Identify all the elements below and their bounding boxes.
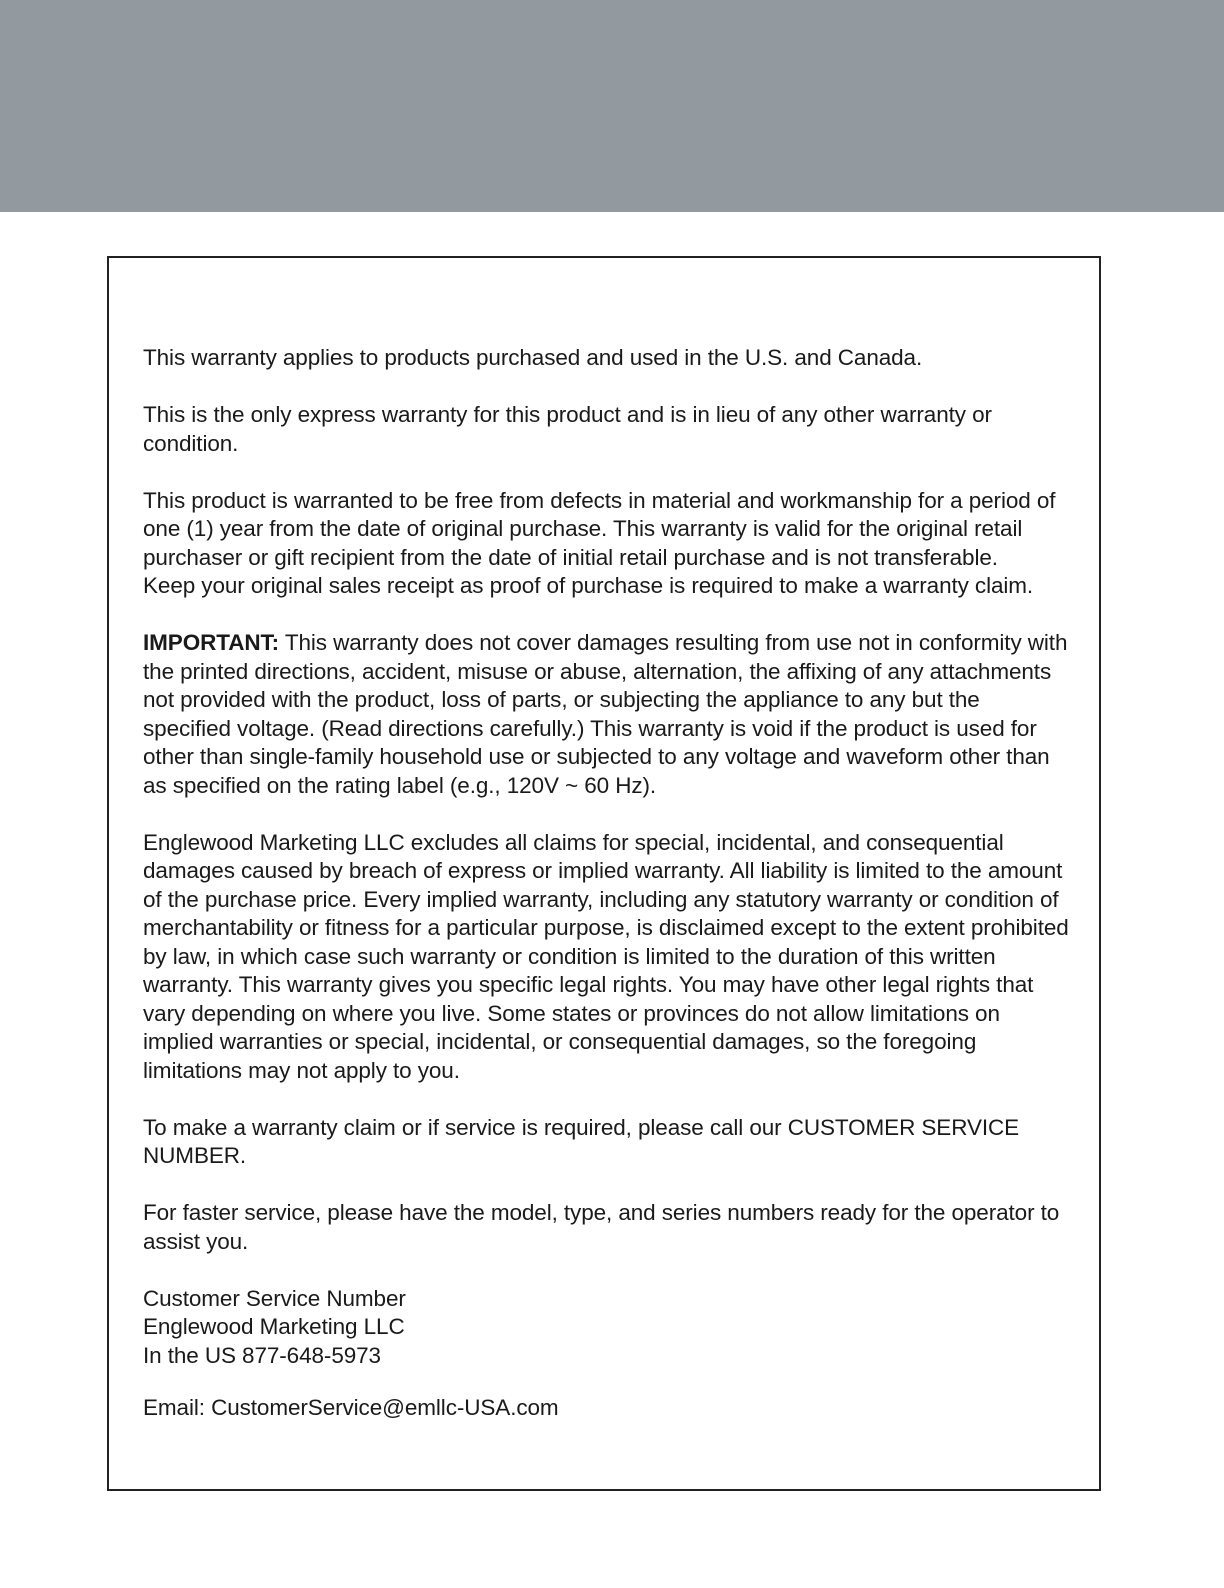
applies-paragraph: This warranty applies to products purchased and used in the U.S. and Canada.: [143, 345, 923, 370]
warranty-content: [143, 344, 1073, 1423]
email-address: Email: CustomerService@emllc-USA.com: [143, 1395, 559, 1420]
warranty-period-paragraph: This product is warranted to be free from defects in material and workmanship for a period of one (1) year from the date of original purchase. This warranty is valid for the original retail purchaser or gift recipient from the date of initial retail purchase and is not transferable.: [143, 487, 1056, 570]
important-paragraph: [143, 629, 1073, 800]
claim-paragraph: To make a warranty claim or if service is required, please call our CUSTOMER SERVICE NUMBER.: [143, 1114, 1020, 1168]
header-band: [0, 0, 1224, 212]
company-name: Englewood Marketing LLC: [143, 1314, 405, 1339]
faster-service-paragraph: For faster service, please have the model, type, and series numbers ready for the operator to assist you.: [143, 1200, 1060, 1254]
important-label: IMPORTANT:: [143, 630, 280, 655]
customer-service-heading: Customer Service Number: [143, 1285, 406, 1311]
exclusions-paragraph: Englewood Marketing LLC excludes all claims for special, incidental, and consequential damages caused by breach of express or implied warranty. All liability is limited to the amount of the purchase price. Every implied warranty, including any statutory warranty or condition of merchantability or fitness for a particular purpose, is disclaimed except to the extent prohibited by law, in which case such warranty or condition is limited to the duration of this written warranty. This warranty gives you specific legal rights. You may have other legal rights that vary depending on where you live. Some states or provinces do not allow limitations on implied warranties or special, incidental, or consequential damages, so the foregoing limitations may not apply to you.: [143, 829, 1069, 1083]
important-text: This warranty does not cover damages resulting from use not in conformity with the printed directions, accident, misuse or abuse, alternation, the affixing of any attachments not provided with the product, loss of parts, or subjecting the appliance to any but the specified voltage. (Read directions carefully.) This warranty is void if the product is used for other than single-family household use or subjected to any voltage and waveform other than as specified on the rating label (e.g., 120V ~ 60 Hz).: [143, 630, 1068, 798]
contact-block: [143, 1285, 1073, 1371]
express-warranty-paragraph: This is the only express warranty for this product and is in lieu of any other warranty or condition.: [143, 402, 992, 456]
receipt-paragraph: Keep your original sales receipt as proof of purchase is required to make a warranty claim.: [143, 573, 1034, 598]
phone-number: In the US 877-648-5973: [143, 1342, 381, 1368]
